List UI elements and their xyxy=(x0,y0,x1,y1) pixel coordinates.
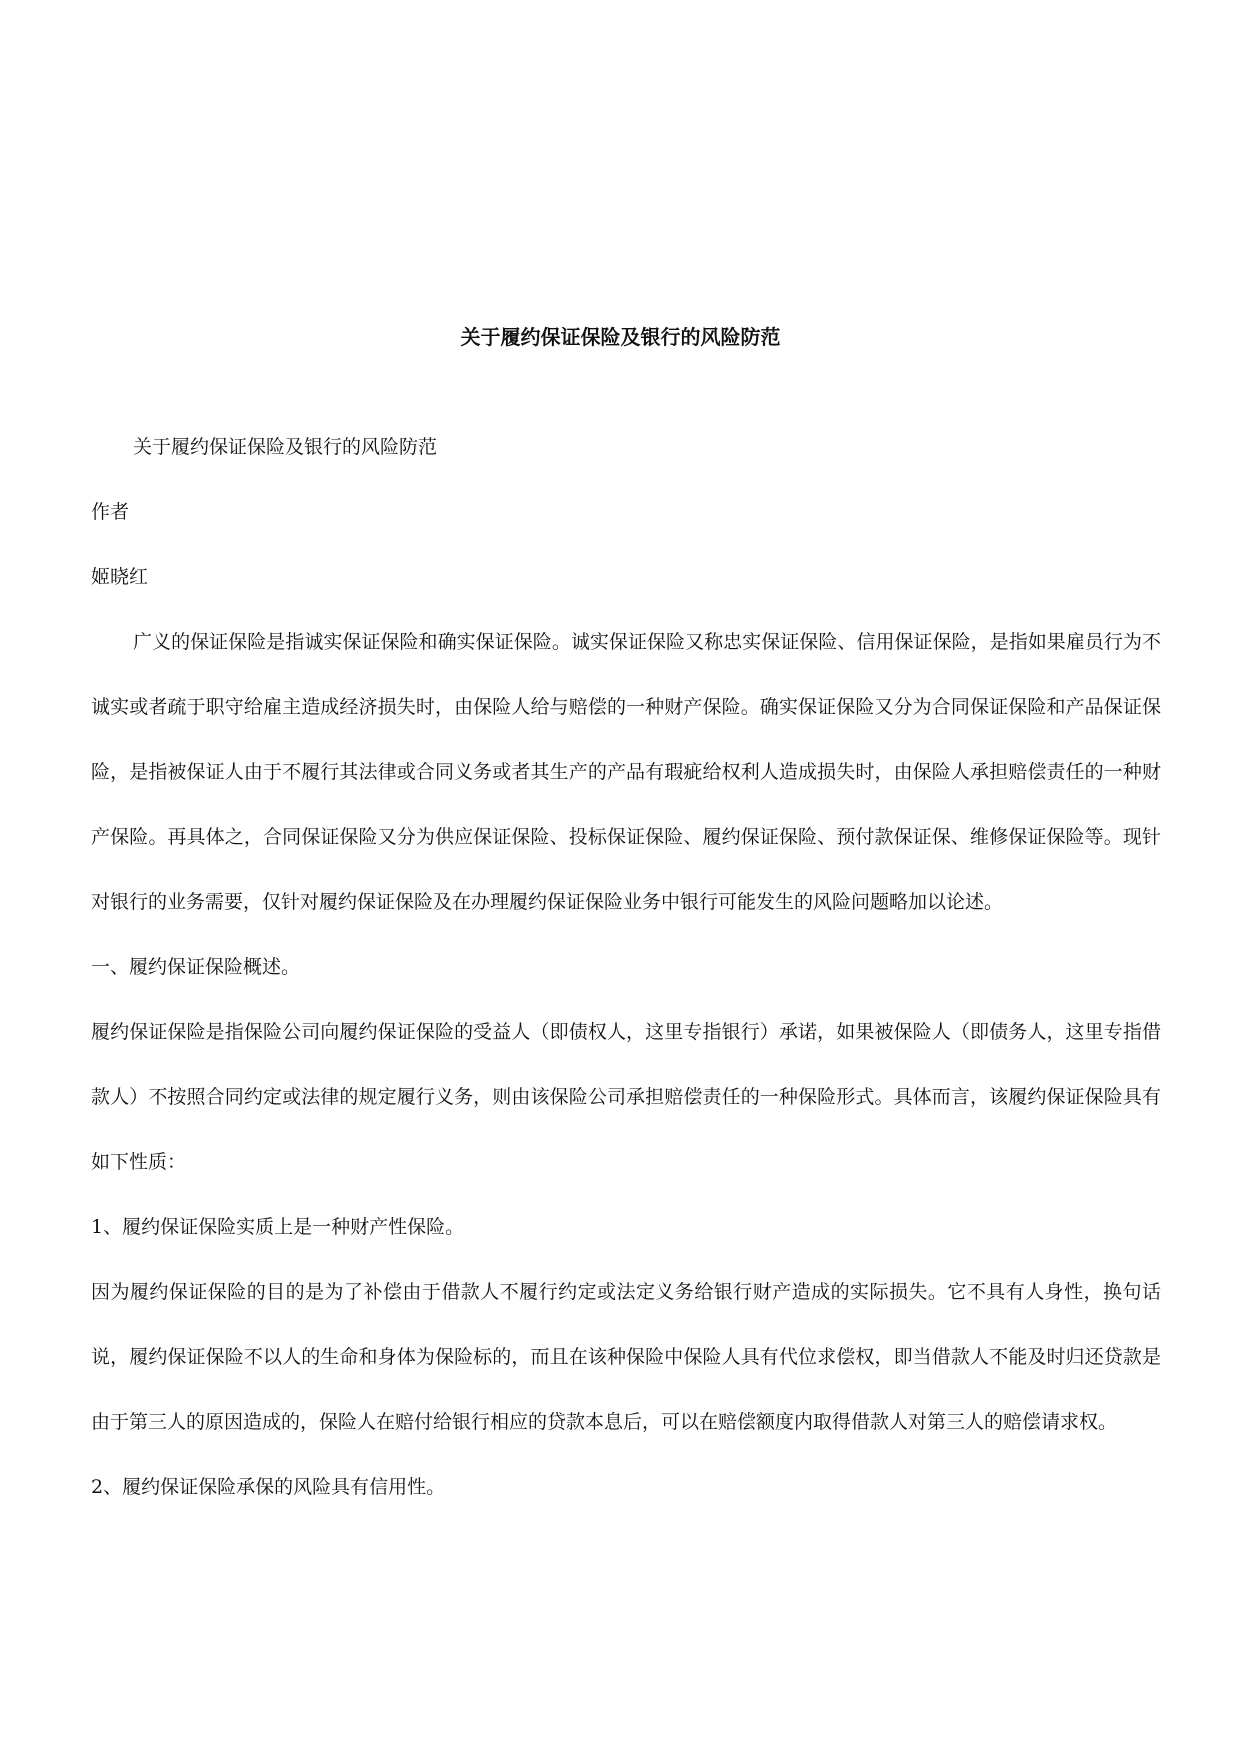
point-1-paragraph: 因为履约保证保险的目的是为了补偿由于借款人不履行约定或法定义务给银行财产造成的实际损失。它不具有人身性，换句话说，履约保证保险不以人的生命和身体为保险标的，而且在该种保险中保险人具有代位求偿权，即当借款人不能及时归还贷款是由于第三人的原因造成的，保险人在赔付给银行相应的贷款本息后，可以在赔偿额度内取得借款人对第三人的赔偿请求权。 xyxy=(91,1281,1161,1433)
overview-paragraph: 履约保证保险是指保险公司向履约保证保险的受益人（即债权人，这里专指银行）承诺，如果被保险人（即债务人，这里专指借款人）不按照合同约定或法律的规定履行义务，则由该保险公司承担赔偿责任的一种保险形式。具体而言，该履约保证保险具有如下性质： xyxy=(91,1021,1161,1173)
author-name: 姬晓红 xyxy=(91,566,149,588)
author-label: 作者 xyxy=(91,501,130,523)
point-2-heading: 2、履约保证保险承保的风险具有信用性。 xyxy=(91,1476,446,1498)
section-heading-overview: 一、履约保证保险概述。 xyxy=(91,956,301,978)
subtitle-paragraph: 关于履约保证保险及银行的风险防范 xyxy=(133,436,438,458)
document-body xyxy=(91,415,1161,1520)
intro-paragraph: 广义的保证保险是指诚实保证保险和确实保证保险。诚实保证保险又称忠实保证保险、信用保证保险，是指如果雇员行为不诚实或者疏于职守给雇主造成经济损失时，由保险人给与赔偿的一种财产保险。确实保证保险又分为合同保证保险和产品保证保险，是指被保证人由于不履行其法律或合同义务或者其生产的产品有瑕疵给权利人造成损失时，由保险人承担赔偿责任的一种财产保险。再具体之，合同保证保险又分为供应保证保险、投标保证保险、履约保证保险、预付款保证保、维修保证保险等。现针对银行的业务需要，仅针对履约保证保险及在办理履约保证保险业务中银行可能发生的风险问题略加以论述。 xyxy=(91,631,1161,913)
point-1-heading: 1、履约保证保险实质上是一种财产性保险。 xyxy=(91,1216,465,1238)
document-title: 关于履约保证保险及银行的风险防范 xyxy=(460,325,781,349)
